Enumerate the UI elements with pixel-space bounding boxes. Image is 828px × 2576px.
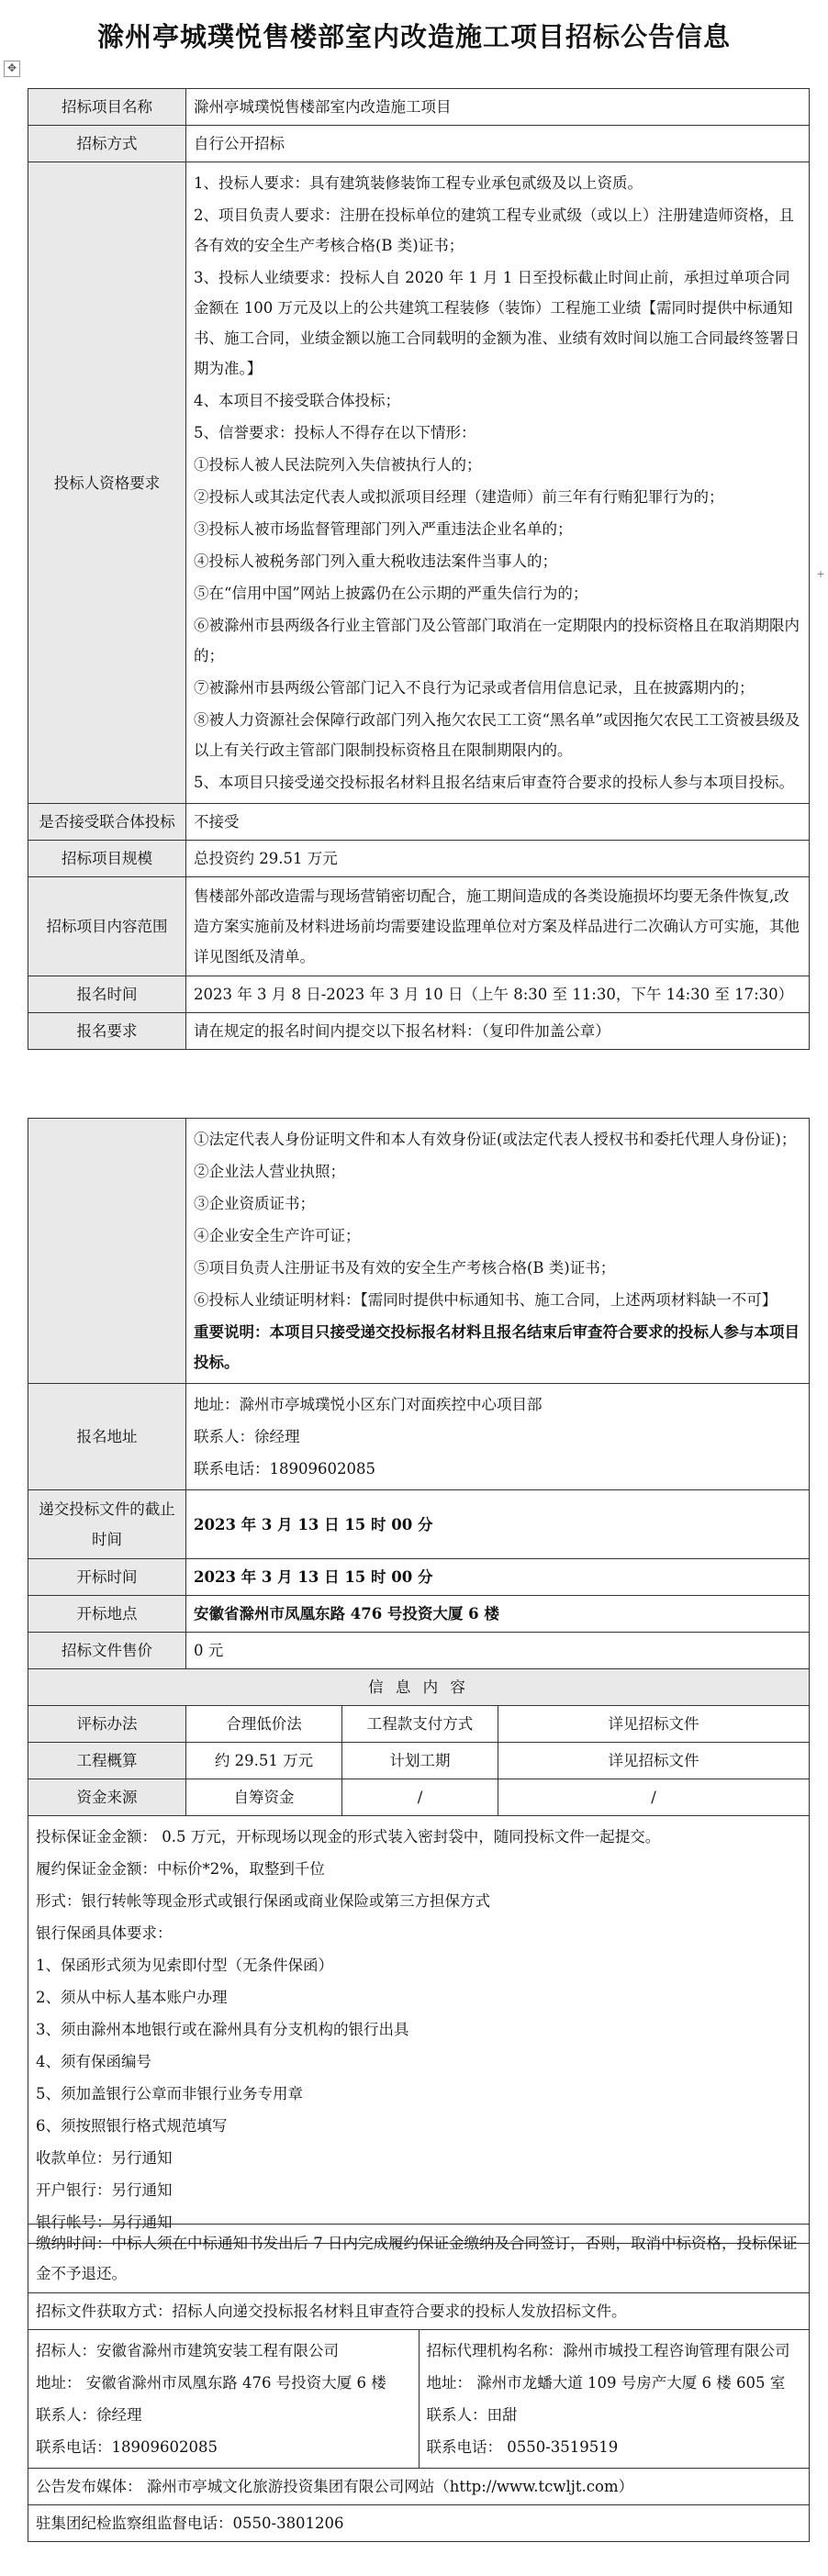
qualification-para: ④投标人被税务部门列入重大税收违法案件当事人的；: [194, 552, 557, 570]
material-item: ⑤项目负责人注册证书及有效的安全生产考核合格(B 类)证书；: [194, 1259, 616, 1277]
material-item: ④企业安全生产许可证；: [194, 1227, 361, 1244]
table-row: [28, 126, 810, 162]
project-name: 滁州亭城璞悦售楼部室内改造施工项目: [186, 89, 810, 126]
doc-price-label: 招标文件售价: [28, 1633, 186, 1669]
reg-address-content: [186, 1384, 810, 1490]
qualification-para: 3、投标人业绩要求：投标人自 2020 年 1 月 1 日至投标截止时间止前，承担过单项合同金额在 100 万元及以上的公共建筑工程装修（装饰）工程施工业绩【需同时提供中标通知书、施工合同，业绩金额以施工合同载明的金额为准、业绩有效时间以施工合同最终签署日期为准。】: [194, 269, 800, 377]
info-cell: 工程款支付方式: [342, 1706, 498, 1743]
reg-req-value: 请在规定的报名时间内提交以下报名材料：（复印件加盖公章）: [186, 1013, 810, 1050]
material-item: ①法定代表人身份证明文件和本人有效身份证(或法定代表人授权书和委托代理人身份证)；: [194, 1131, 797, 1148]
qualification-label: 投标人资格要求: [28, 162, 186, 804]
table-row: [28, 841, 810, 877]
consortium-label: 是否接受联合体投标: [28, 804, 186, 841]
material-item: ②企业法人营业执照；: [194, 1163, 345, 1180]
info-cell: /: [498, 1779, 810, 1816]
agent-name: 招标代理机构名称：滁州市城投工程咨询管理有限公司: [426, 2342, 790, 2359]
tender-info-table: [28, 88, 810, 1050]
qualification-para: ⑧被人力资源社会保障行政部门列入拖欠农民工工资“黑名单”或因拖欠农民工工资被县级及以上有关行政主管部门限制投标资格且在限制期限内的。: [194, 711, 800, 759]
guarantee-line: 5、须加盖银行公章而非银行业务专用章: [36, 2085, 303, 2102]
table-row: [28, 877, 810, 976]
table-row: [28, 1779, 810, 1816]
qualification-content: [186, 162, 810, 804]
deadline-value: 2023 年 3 月 13 日 15 时 00 分: [186, 1490, 810, 1559]
consortium-value: 不接受: [186, 804, 810, 841]
guarantee-line: 银行保函具体要求：: [36, 1924, 173, 1942]
guarantee-line: 履约保证金金额：中标价*2%，取整到千位: [36, 1860, 325, 1878]
open-time-label: 开标时间: [28, 1559, 186, 1596]
open-place-label: 开标地点: [28, 1596, 186, 1633]
qualification-para: ②投标人或其法定代表人或拟派项目经理（建造师）前三年有行贿犯罪行为的；: [194, 488, 724, 506]
reg-time-value: 2023 年 3 月 8 日-2023 年 3 月 10 日（上午 8:30 至 11:30，下午 14:30 至 17:30）: [186, 976, 810, 1013]
phone-line: 联系电话：18909602085: [194, 1460, 375, 1478]
scope-label: 招标项目内容范围: [28, 877, 186, 976]
table-row: [28, 1706, 810, 1743]
method-value: 自行公开招标: [186, 126, 810, 162]
table-row: [28, 2225, 810, 2293]
tenderer-phone: 联系电话：18909602085: [36, 2438, 218, 2456]
qualification-para: ③投标人被市场监督管理部门列入严重违法企业名单的；: [194, 520, 573, 538]
table-row: [28, 1013, 810, 1050]
table-row: [28, 2293, 810, 2330]
guarantee-line: 形式：银行转帐等现金形式或银行保函或商业保险或第三方担保方式: [36, 1892, 490, 1910]
table-row: [28, 1743, 810, 1779]
qualification-para: ①投标人被人民法院列入失信被执行人的；: [194, 456, 482, 474]
qualification-para: 5、信誉要求：投标人不得存在以下情形：: [194, 424, 476, 441]
table-row: [28, 1559, 810, 1596]
supervision-phone: 驻集团纪检监察组监督电话：0550-3801206: [28, 2505, 810, 2542]
qualification-para: ⑤在“信用中国”网站上披露仍在公示期的严重失信行为的；: [194, 585, 588, 602]
material-item: ③企业资质证书；: [194, 1195, 315, 1212]
guarantee-line: 开户银行：另行通知: [36, 2181, 173, 2199]
info-header: 信 息 内 容: [28, 1669, 810, 1706]
doc-obtain: 招标文件获取方式：招标人向递交投标报名材料且审查符合要求的投标人发放招标文件。: [28, 2293, 810, 2330]
table-row: [28, 89, 810, 126]
info-cell: 约 29.51 万元: [186, 1743, 342, 1779]
guarantee-line: 收款单位：另行通知: [36, 2149, 173, 2167]
info-cell: 合理低价法: [186, 1706, 342, 1743]
table-row: [28, 1490, 810, 1559]
scale-value: 总投资约 29.51 万元: [186, 841, 810, 877]
guarantee-content: [28, 1816, 810, 2244]
info-cell: /: [342, 1779, 498, 1816]
table-row: [28, 804, 810, 841]
table-row: [28, 1633, 810, 1669]
info-cell: 自筹资金: [186, 1779, 342, 1816]
info-cell: 详见招标文件: [498, 1743, 810, 1779]
info-cell: 工程概算: [28, 1743, 186, 1779]
address-line: 地址：滁州市亭城璞悦小区东门对面疾控中心项目部: [194, 1396, 543, 1413]
media-label: 公告发布媒体：: [36, 2478, 142, 2495]
deadline-label: 递交投标文件的截止时间: [28, 1490, 186, 1559]
table-row: [28, 1669, 810, 1706]
open-place-value: 安徽省滁州市凤凰东路 476 号投资大厦 6 楼: [186, 1596, 810, 1633]
contact-table: [28, 2224, 810, 2542]
table-row: [28, 1119, 810, 1384]
info-cell: 评标办法: [28, 1706, 186, 1743]
guarantee-line: 投标保证金金额： 0.5 万元，开标现场以现金的形式装入密封袋中，随同投标文件一起提交。: [36, 1828, 661, 1846]
tenderer-info: [28, 2330, 420, 2469]
table-row: [28, 162, 810, 804]
guarantee-line: 3、须由滁州本地银行或在滁州具有分支机构的银行出具: [36, 2021, 409, 2038]
agent-phone: 联系电话： 0550-3519519: [426, 2438, 619, 2456]
guarantee-line: 4、须有保函编号: [36, 2053, 151, 2070]
table-row: [28, 1816, 810, 2244]
guarantee-line: 6、须按照银行格式规范填写: [36, 2117, 228, 2135]
reg-time-label: 报名时间: [28, 976, 186, 1013]
payment-note: 缴纳时间：中标人须在中标通知书发出后 7 日内完成履约保证金缴纳及合同签订，否则，取消中标资格，投标保证金不予退还。: [28, 2225, 810, 2293]
registration-table: [28, 1118, 810, 2244]
qualification-para: ⑥被滁州市县两级各行业主管部门及公管部门取消在一定期限内的投标资格且在取消期限内的；: [194, 617, 800, 664]
qualification-para: ⑦被滁州市县两级公管部门记入不良行为记录或者信用信息记录，且在披露期内的；: [194, 679, 755, 697]
table-row: [28, 976, 810, 1013]
add-column-icon[interactable]: +: [816, 568, 825, 580]
scope-value: 售楼部外部改造需与现场营销密切配合，施工期间造成的各类设施损坏均要无条件恢复,改造方案实施前及材料进场前均需要建设监理单位对方案及样品进行二次确认方可实施，其他详见图纸及清单。: [186, 877, 810, 976]
info-cell: 资金来源: [28, 1779, 186, 1816]
agent-contact: 联系人：田甜: [426, 2406, 518, 2424]
materials-content: [186, 1119, 810, 1384]
agent-address: 地址： 滁州市龙蟠大道 109 号房产大厦 6 楼 605 室: [426, 2374, 786, 2392]
media-row: [28, 2469, 810, 2505]
table-row: [28, 2330, 810, 2469]
guarantee-line: 2、须从中标人基本账户办理: [36, 1989, 228, 2006]
material-item: ⑥投标人业绩证明材料：【需同时提供中标通知书、施工合同，上述两项材料缺一不可】: [194, 1291, 778, 1309]
contact-line: 联系人：徐经理: [194, 1428, 300, 1445]
materials-blank-label: [28, 1119, 186, 1384]
info-cell: 计划工期: [342, 1743, 498, 1779]
qualification-para: 5、本项目只接受递交投标报名材料且报名结束后审查符合要求的投标人参与本项目投标。: [194, 774, 794, 791]
table-row: [28, 2469, 810, 2505]
guarantee-line: 银行帐号：另行通知: [36, 2214, 173, 2231]
qualification-para: 4、本项目不接受联合体投标；: [194, 392, 400, 409]
guarantee-line: 1、保函形式须为见索即付型（无条件保函）: [36, 1957, 333, 1974]
media-link[interactable]: 滁州市亭城文化旅游投资集团有限公司网站（http://www.tcwljt.com）: [146, 2478, 634, 2495]
tenderer-name: 招标人：安徽省滁州市建筑安装工程有限公司: [36, 2342, 339, 2359]
tenderer-contact: 联系人：徐经理: [36, 2406, 142, 2424]
open-time-value: 2023 年 3 月 13 日 15 时 00 分: [186, 1559, 810, 1596]
page-title: 滁州亭城璞悦售楼部室内改造施工项目招标公告信息: [96, 21, 731, 52]
scale-label: 招标项目规模: [28, 841, 186, 877]
table-move-handle-icon[interactable]: ✥: [4, 61, 20, 77]
tenderer-address: 地址： 安徽省滁州市凤凰东路 476 号投资大厦 6 楼: [36, 2374, 386, 2392]
reg-address-label: 报名地址: [28, 1384, 186, 1490]
doc-price-value: 0 元: [186, 1633, 810, 1669]
agent-info: [419, 2330, 810, 2469]
qualification-para: 2、项目负责人要求：注册在投标单位的建筑工程专业贰级（或以上）注册建造师资格，且各有效的安全生产考核合格(B 类)证书；: [194, 206, 794, 254]
important-note: 重要说明：本项目只接受递交投标报名材料且报名结束后审查符合要求的投标人参与本项目投标。: [194, 1323, 800, 1371]
table-row: [28, 2505, 810, 2542]
table-row: [28, 1384, 810, 1490]
table-row: [28, 1596, 810, 1633]
project-name-label: 招标项目名称: [28, 89, 186, 126]
info-cell: 详见招标文件: [498, 1706, 810, 1743]
reg-req-label: 报名要求: [28, 1013, 186, 1050]
qualification-para: 1、投标人要求：具有建筑装修装饰工程专业承包贰级及以上资质。: [194, 174, 643, 192]
method-label: 招标方式: [28, 126, 186, 162]
